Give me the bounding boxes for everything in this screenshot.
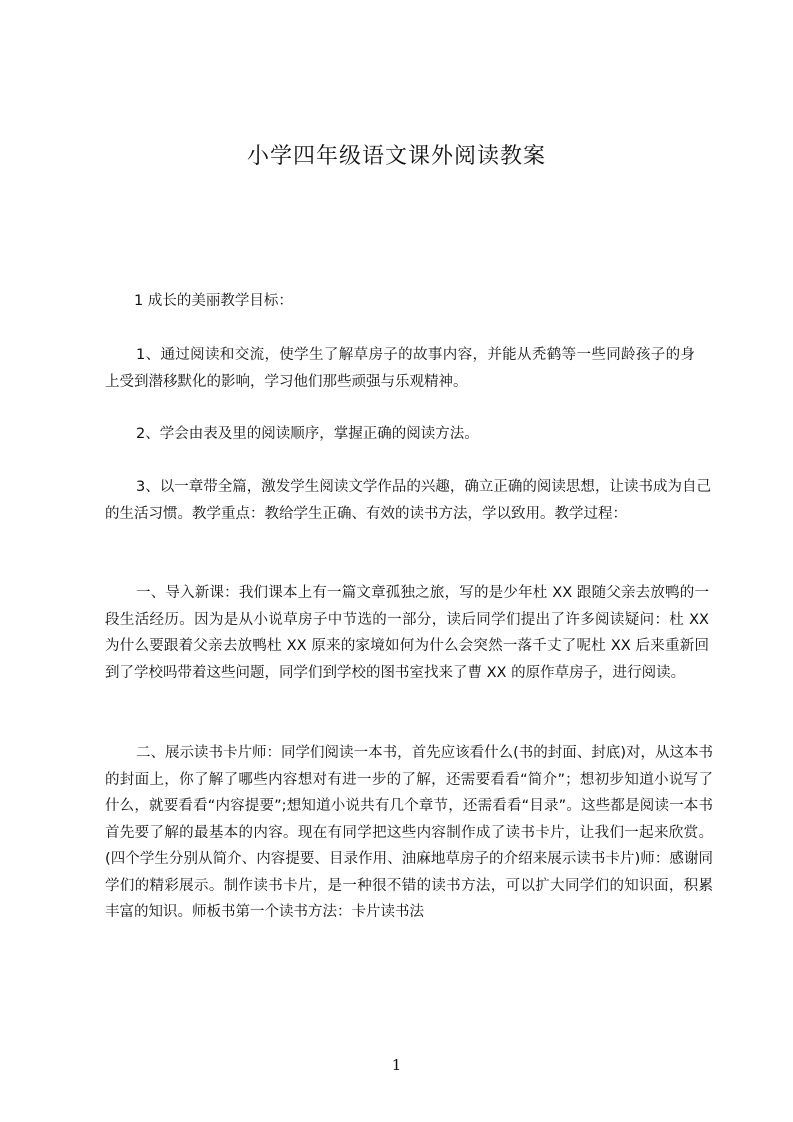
- teaching-goals-subheading: 1 成长的美丽教学目标：: [134, 293, 293, 309]
- paragraph-goal-1: 1、通过阅读和交流，使学生了解草房子的故事内容，并能从秃鹤等一些同龄孩子的身上受到潜移默化的影响，学习他们那些顽强与乐观精神。: [105, 347, 695, 390]
- page-number: 1: [391, 1056, 402, 1074]
- paragraph-reading-cards: 二、展示读书卡片师：同学们阅读一本书，首先应该看什么(书的封面、封底)对，从这本书的封面上，你了解了哪些内容想对有进一步的了解，还需要看看“简介”；想初步知道小说写了什么，就要看看“内容提要”;想知道小说共有几个章节，还需看看“目录”。这些都是阅读一本书首先要了解的最基本的内容。现在有同学把这些内容制作成了读书卡片，让我们一起来欣赏。(四个学生分别从简介、内容提要、目录作用、油麻地草房子的介绍来展示读书卡片)师：感谢同学们的精彩展示。制作读书卡片，是一种很不错的读书方法，可以扩大同学们的知识面，积累丰富的知识。师板书第一个读书方法：卡片读书法: [105, 745, 713, 920]
- paragraph-goal-2: 2、学会由表及里的阅读顺序，掌握正确的阅读方法。: [136, 426, 479, 442]
- paragraph-goal-3: 3、以一章带全篇，激发学生阅读文学作品的兴趣，确立正确的阅读思想，让读书成为自己的生活习惯。教学重点：教给学生正确、有效的读书方法，学以致用。教学过程：: [105, 479, 711, 522]
- paragraph-introduction: 一、导入新课：我们课本上有一篇文章孤独之旅，写的是少年杜 XX 跟随父亲去放鸭的一段生活经历。因为是从小说草房子中节选的一部分，读后同学们提出了许多阅读疑问：杜 XX 为什么要跟着父亲去放鸭杜 XX 原来的家境如何为什么会突然一落千丈了呢杜 XX 后来重新回到了学校吗带着这些问题，同学们到学校的图书室找来了曹 XX 的原作草房子，进行阅读。: [105, 585, 709, 681]
- document-title: 小学四年级语文课外阅读教案: [246, 144, 546, 169]
